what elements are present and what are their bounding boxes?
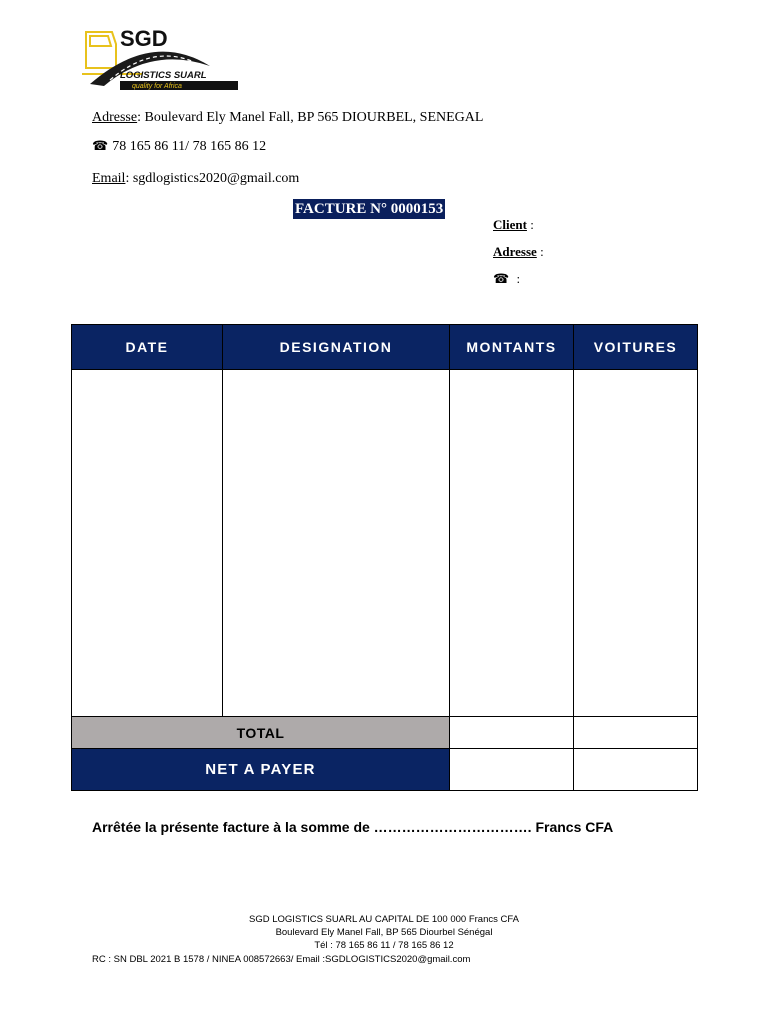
date-cell [72, 370, 223, 717]
client-name [493, 217, 534, 233]
address-label: Adresse [92, 110, 138, 125]
telephone-icon: ☎ [493, 271, 510, 286]
client-address [493, 244, 544, 260]
logo-name: SGD [120, 26, 168, 51]
net-label: NET A PAYER [72, 749, 450, 791]
company-email [92, 171, 299, 187]
phone-value: 78 165 86 11/ 78 165 86 12 [112, 139, 267, 154]
logo-subtitle: LOGISTICS SUARL [120, 70, 207, 81]
header-voitures: VOITURES [574, 325, 698, 370]
email-value: : sgdlogistics2020@gmail.com [125, 171, 300, 186]
footer-address: Boulevard Ely Manel Fall, BP 565 Diourbel Sénégal [275, 927, 493, 938]
net-montants-cell [450, 749, 574, 791]
client-value: : [526, 217, 534, 232]
company-address [92, 110, 483, 126]
client-phone-value: : [513, 271, 521, 286]
footer [0, 913, 768, 952]
designation-cell [223, 370, 450, 717]
table-row [72, 370, 698, 717]
net-row [72, 749, 698, 791]
header-designation: DESIGNATION [223, 325, 450, 370]
client-address-value: : [536, 244, 544, 259]
company-logo [82, 22, 242, 94]
company-phone [92, 138, 266, 155]
total-label: TOTAL [72, 717, 450, 749]
footer-phone: Tél : 78 165 86 11 / 78 165 86 12 [314, 940, 454, 951]
header-montants: MONTANTS [450, 325, 574, 370]
logo-tagline: quality for Africa [132, 83, 182, 90]
header-date: DATE [72, 325, 223, 370]
net-voitures-cell [574, 749, 698, 791]
client-phone [493, 271, 520, 287]
invoice-title: FACTURE N° 0000153 [295, 201, 444, 217]
footer-capital: SGD LOGISTICS SUARL AU CAPITAL DE 100 000 Francs CFA [249, 914, 519, 925]
footer-registration: RC : SN DBL 2021 B 1578 / NINEA 008572663/ Email :SGDLOGISTICS2020@gmail.com [92, 954, 471, 965]
email-label: Email [92, 171, 126, 186]
table-header-row [72, 325, 698, 370]
client-label: Client [493, 217, 527, 232]
montants-cell [450, 370, 574, 717]
invoice-table [71, 324, 698, 791]
closing-statement: Arrêtée la présente facture à la somme de ……………………………. Francs CFA [92, 819, 614, 835]
total-montants-cell [450, 717, 574, 749]
total-voitures-cell [574, 717, 698, 749]
total-row [72, 717, 698, 749]
telephone-icon: ☎ [92, 138, 109, 153]
voitures-cell [574, 370, 698, 717]
client-address-label: Adresse [493, 244, 537, 259]
address-value: : Boulevard Ely Manel Fall, BP 565 DIOURBEL, SENEGAL [137, 110, 484, 125]
